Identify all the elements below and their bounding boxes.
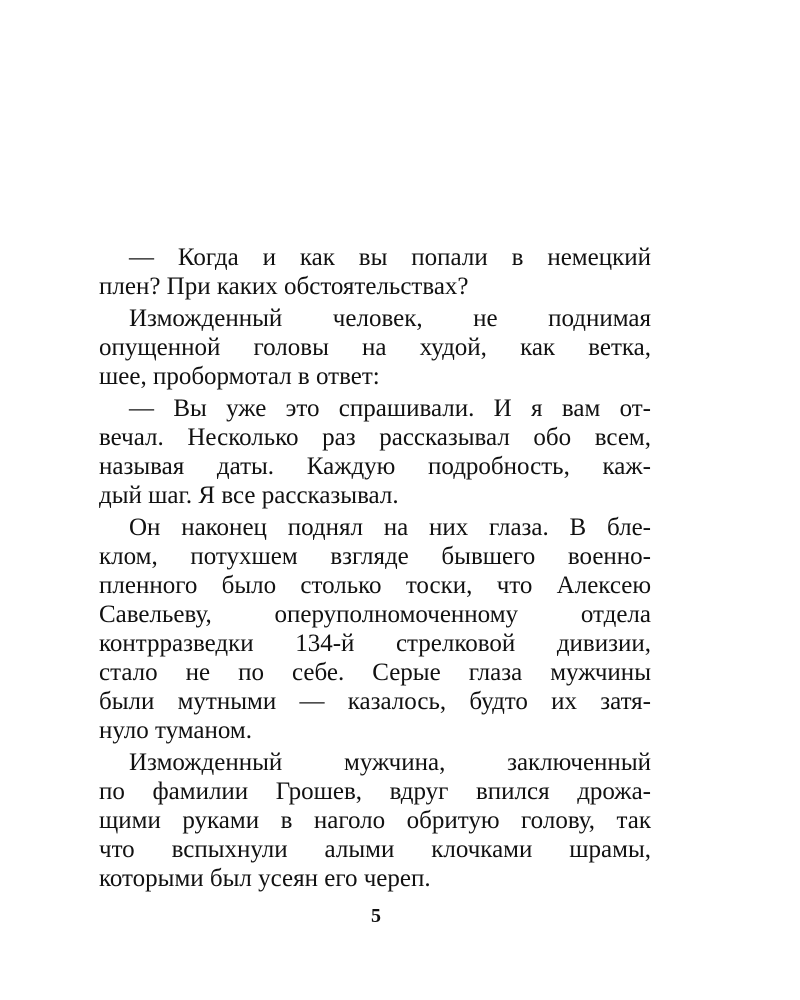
text-line: вечал. Несколько раз рассказывал обо всем,: [99, 424, 651, 451]
text-line: по фамилии Грошев, вдруг впился дрожа-: [99, 778, 651, 805]
text-line: Изможденный мужчина, заключенный: [129, 749, 651, 776]
text-line: — Вы уже это спрашивали. И я вам от-: [129, 395, 651, 422]
text-line: плен? При каких обстоятельствах?: [99, 273, 469, 300]
text-line: которыми был усеян его череп.: [99, 865, 431, 892]
paragraph-5: [99, 748, 651, 893]
text-line: Он наконец поднял на них глаза. В бле-: [129, 514, 651, 541]
paragraph-3: [99, 394, 651, 510]
paragraph-1: [99, 243, 651, 301]
text-line: пленного было столько тоски, что Алексею: [99, 572, 651, 599]
text-line: нуло туманом.: [99, 717, 252, 744]
page-number: 5: [371, 905, 381, 927]
text-line: шее, пробормотал в ответ:: [99, 363, 380, 390]
paragraph-4: [99, 513, 651, 745]
text-line: щими руками в наголо обритую голову, так: [99, 807, 651, 834]
text-line: дый шаг. Я все рассказывал.: [99, 482, 399, 509]
text-line: были мутными — казалось, будто их затя-: [99, 688, 651, 715]
text-line: Савельеву, оперуполномоченному отдела: [99, 601, 651, 628]
text-line: — Когда и как вы попали в немецкий: [129, 244, 651, 271]
text-line: что вспыхнули алыми клочками шрамы,: [99, 836, 651, 863]
text-line: Изможденный человек, не поднимая: [129, 305, 651, 332]
text-line: называя даты. Каждую подробность, каж-: [99, 453, 651, 480]
book-page-text: [99, 243, 651, 893]
text-line: контрразведки 134-й стрелковой дивизии,: [99, 630, 651, 657]
text-line: клом, потухшем взгляде бывшего военно-: [99, 543, 651, 570]
text-line: стало не по себе. Серые глаза мужчины: [99, 659, 651, 686]
text-line: опущенной головы на худой, как ветка,: [99, 334, 651, 361]
paragraph-2: [99, 304, 651, 391]
